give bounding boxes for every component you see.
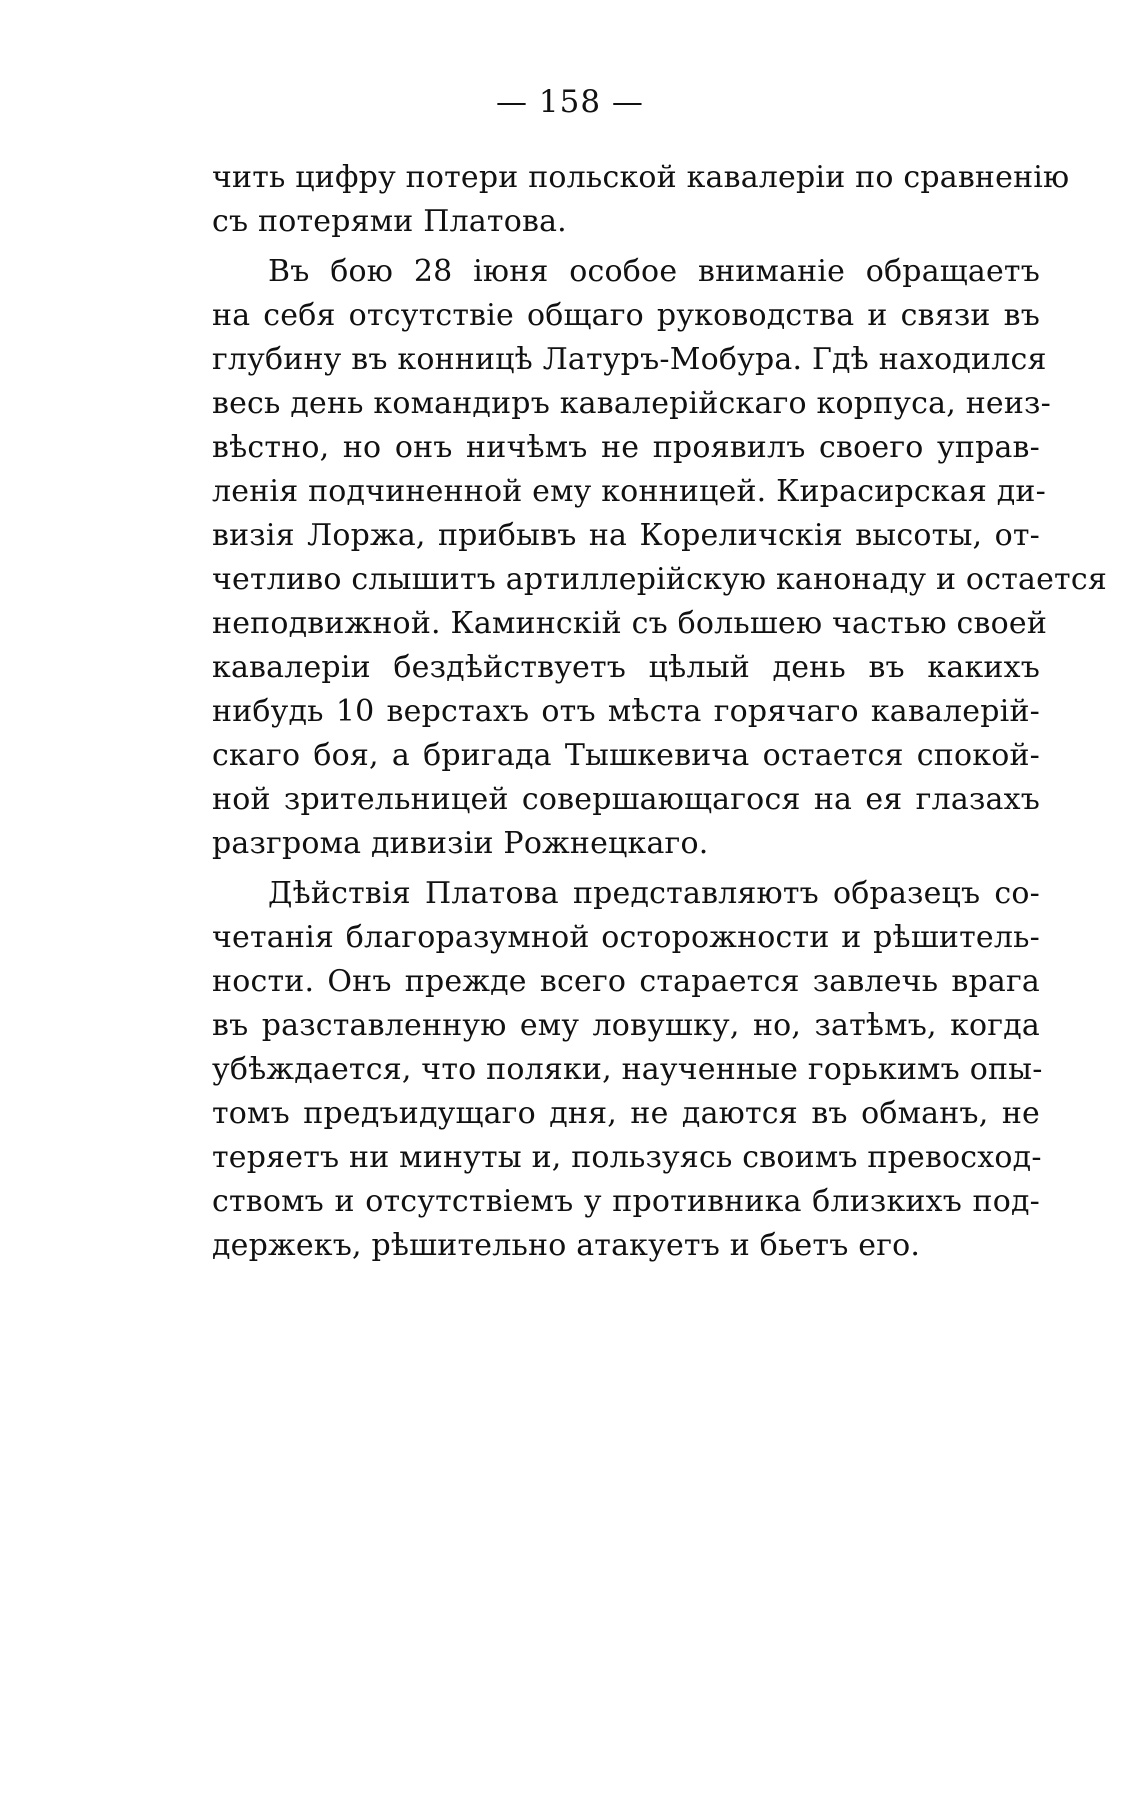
text-line: томъ предъидущаго дня, не даются въ обманъ, не <box>212 1096 1040 1131</box>
text-line: неподвижной. Каминскій съ большею частью своей <box>212 606 1048 641</box>
text-line: ленія подчиненной ему конницей. Кирасирская ди- <box>212 474 1046 509</box>
text-line: глубину въ конницѣ Латуръ-Мобура. Гдѣ находился <box>212 342 1047 377</box>
text-line: нибудь 10 верстахъ отъ мѣста горячаго кавалерій- <box>212 694 1040 729</box>
body-text <box>212 156 1107 1268</box>
text-line: убѣждается, что поляки, наученные горькимъ опы- <box>212 1052 1043 1087</box>
paragraph-1 <box>212 156 1070 244</box>
text-line: съ потерями Платова. <box>212 204 567 239</box>
text-line: чить цифру потери польской кавалеріи по сравненію <box>212 160 1070 195</box>
text-line: ствомъ и отсутствіемъ у противника близкихъ под- <box>212 1184 1040 1219</box>
paragraph-3 <box>212 872 1043 1268</box>
text-line: четливо слышитъ артиллерійскую канонаду и остается <box>212 562 1107 597</box>
text-line: скаго боя, а бригада Тышкевича остается спокой- <box>212 738 1040 773</box>
text-line: весь день командиръ кавалерійскаго корпуса, неиз- <box>212 386 1051 421</box>
text-line: разгрома дивизіи Рожнецкаго. <box>212 826 709 861</box>
text-line: держекъ, рѣшительно атакуетъ и бьетъ его. <box>212 1228 921 1263</box>
page-number: — 158 — <box>496 84 644 120</box>
text-line: ности. Онъ прежде всего старается завлечь врага <box>212 964 1040 999</box>
paragraph-2 <box>212 250 1107 866</box>
text-line: теряетъ ни минуты и, пользуясь своимъ превосход- <box>212 1140 1042 1175</box>
text-line: ной зрительницей совершающагося на ея глазахъ <box>212 782 1040 817</box>
text-line: четанія благоразумной осторожности и рѣшитель- <box>212 920 1040 955</box>
text-line: въ разставленную ему ловушку, но, затѣмъ, когда <box>212 1008 1040 1043</box>
text-line: визія Лоржа, прибывъ на Кореличскія высоты, от- <box>212 518 1040 553</box>
text-line: на себя отсутствіе общаго руководства и связи въ <box>212 298 1040 333</box>
text-line: Дѣйствія Платова представляютъ образецъ со- <box>268 876 1040 911</box>
text-line: кавалеріи бездѣйствуетъ цѣлый день въ какихъ <box>212 650 1040 685</box>
text-line: вѣстно, но онъ ничѣмъ не проявилъ своего управ- <box>212 430 1040 465</box>
text-line: Въ бою 28 іюня особое вниманіе обращаетъ <box>268 254 1040 289</box>
